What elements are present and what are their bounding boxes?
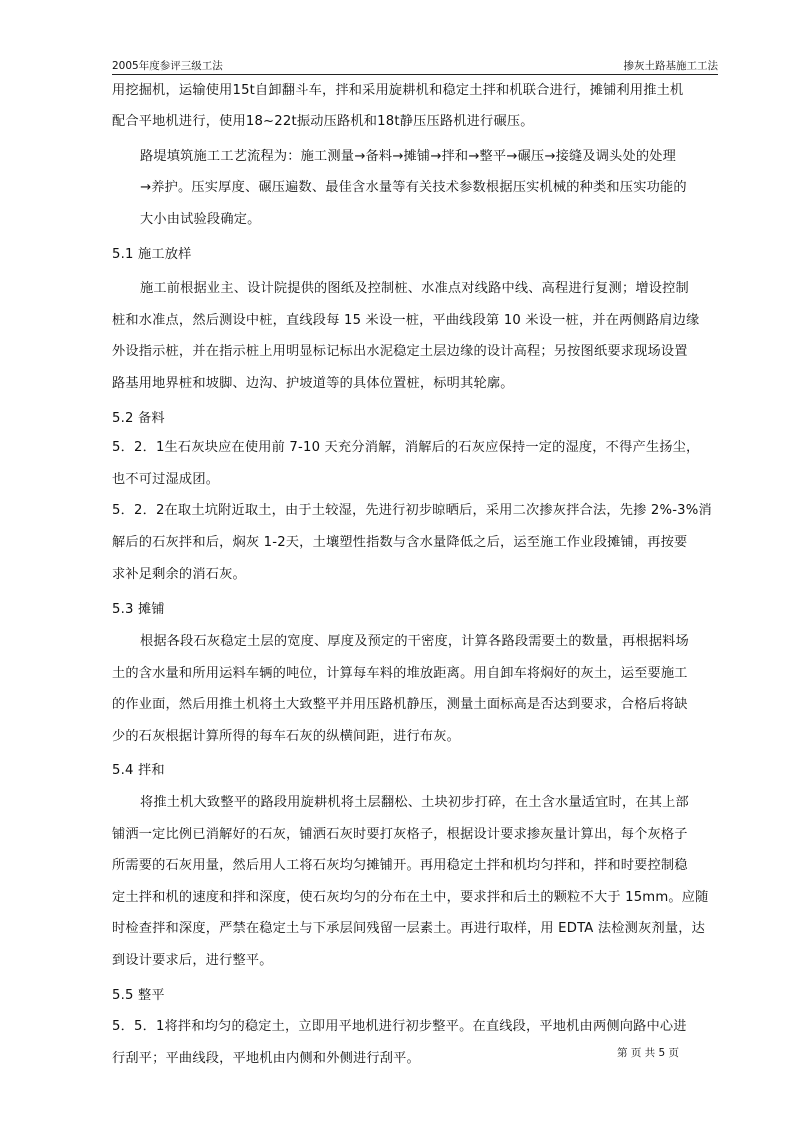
paragraph-line: 5．2．1生石灰块应在使用前 7-10 天充分消解，消解后的石灰应保持一定的湿度，不得产生扬尘，: [112, 440, 700, 455]
paragraph-line: 5．5．1将拌和均匀的稳定土，立即用平地机进行初步整平。在直线段，平地机由两侧向路中心进: [112, 1019, 687, 1034]
paragraph-line: →养护。压实厚度、碾压遍数、最佳含水量等有关技术参数根据压实机械的种类和压实功能的: [140, 180, 687, 195]
paragraph-line: 桩和水准点，然后测设中桩，直线段每 15 米设一桩，平曲线段第 10 米设一桩，并在两侧路肩边缘: [112, 313, 700, 328]
paragraph-line: 路基用地界桩和坡脚、边沟、护坡道等的具体位置桩，标明其轮廓。: [112, 376, 514, 391]
paragraph-line: 少的石灰根据计算所得的每车石灰的纵横间距，进行布灰。: [112, 729, 461, 744]
section-heading: 5.5 整平: [112, 988, 165, 1003]
paragraph-line: 时检查拌和深度，严禁在稳定土与下承层间残留一层素土。再进行取样，用 EDTA 法检测灰剂量，达: [112, 921, 706, 936]
header-left-text: 2005年度参评三级工法: [112, 60, 223, 72]
page-footer: 第 页 共 5 页: [617, 1047, 680, 1059]
section-heading: 5.2 备料: [112, 411, 165, 426]
paragraph-line: 也不可过湿成团。: [112, 472, 220, 487]
paragraph-line: 土的含水量和所用运料车辆的吨位，计算每车料的堆放距离。用自卸车将焖好的灰土，运至要施工: [112, 666, 688, 681]
section-heading: 5.3 摊铺: [112, 602, 165, 617]
paragraph-line: 配合平地机进行，使用18~22t振动压路机和18t静压压路机进行碾压。: [112, 114, 534, 129]
header-right-text: 掺灰土路基施工工法: [623, 60, 718, 72]
paragraph-line: 用挖掘机，运输使用15t自卸翻斗车，拌和采用旋耕机和稳定土拌和机联合进行，摊铺利用推土机: [112, 83, 684, 98]
paragraph-line: 解后的石灰拌和后，焖灰 1-2天，土壤塑性指数与含水量降低之后，运至施工作业段摊铺，再按要: [112, 535, 688, 550]
paragraph-line: 5．2．2在取土坑附近取土，由于土较湿，先进行初步晾晒后，采用二次掺灰拌合法，先掺 2%-3%消: [112, 503, 712, 518]
paragraph-line: 将推土机大致整平的路段用旋耕机将土层翻松、土块初步打碎，在土含水量适宜时，在其上部: [140, 795, 689, 810]
paragraph-line: 到设计要求后，进行整平。: [112, 953, 273, 968]
paragraph-line: 所需要的石灰用量，然后用人工将石灰均匀摊铺开。再用稳定土拌和机均匀拌和，拌和时要控制稳: [112, 858, 688, 873]
paragraph-line: 根据各段石灰稳定土层的宽度、厚度及预定的干密度，计算各路段需要土的数量，再根据料场: [140, 634, 689, 649]
section-heading: 5.1 施工放样: [112, 247, 192, 262]
paragraph-line: 的作业面，然后用推土机将土大致整平并用压路机静压，测量土面标高是否达到要求，合格后将缺: [112, 697, 688, 712]
paragraph-line: 定土拌和机的速度和拌和深度，使石灰均匀的分布在土中，要求拌和后土的颗粒不大于 15mm。应随: [112, 890, 709, 905]
page-header: [112, 56, 718, 75]
paragraph-line: 铺洒一定比例已消解好的石灰，铺洒石灰时要打灰格子，根据设计要求掺灰量计算出，每个灰格子: [112, 827, 688, 842]
section-heading: 5.4 拌和: [112, 763, 165, 778]
paragraph-line: 行刮平；平曲线段，平地机由内侧和外侧进行刮平。: [112, 1051, 420, 1066]
paragraph-line: 路堤填筑施工工艺流程为：施工测量→备料→摊铺→拌和→整平→碾压→接缝及调头处的处理: [140, 149, 677, 164]
paragraph-line: 施工前根据业主、设计院提供的图纸及控制桩、水准点对线路中线、高程进行复测；增设控制: [140, 281, 689, 296]
paragraph-line: 大小由试验段确定。: [140, 212, 261, 227]
paragraph-line: 外设指示桩，并在指示桩上用明显标记标出水泥稳定土层边缘的设计高程；另按图纸要求现场设置: [112, 344, 688, 359]
paragraph-line: 求补足剩余的消石灰。: [112, 567, 246, 582]
